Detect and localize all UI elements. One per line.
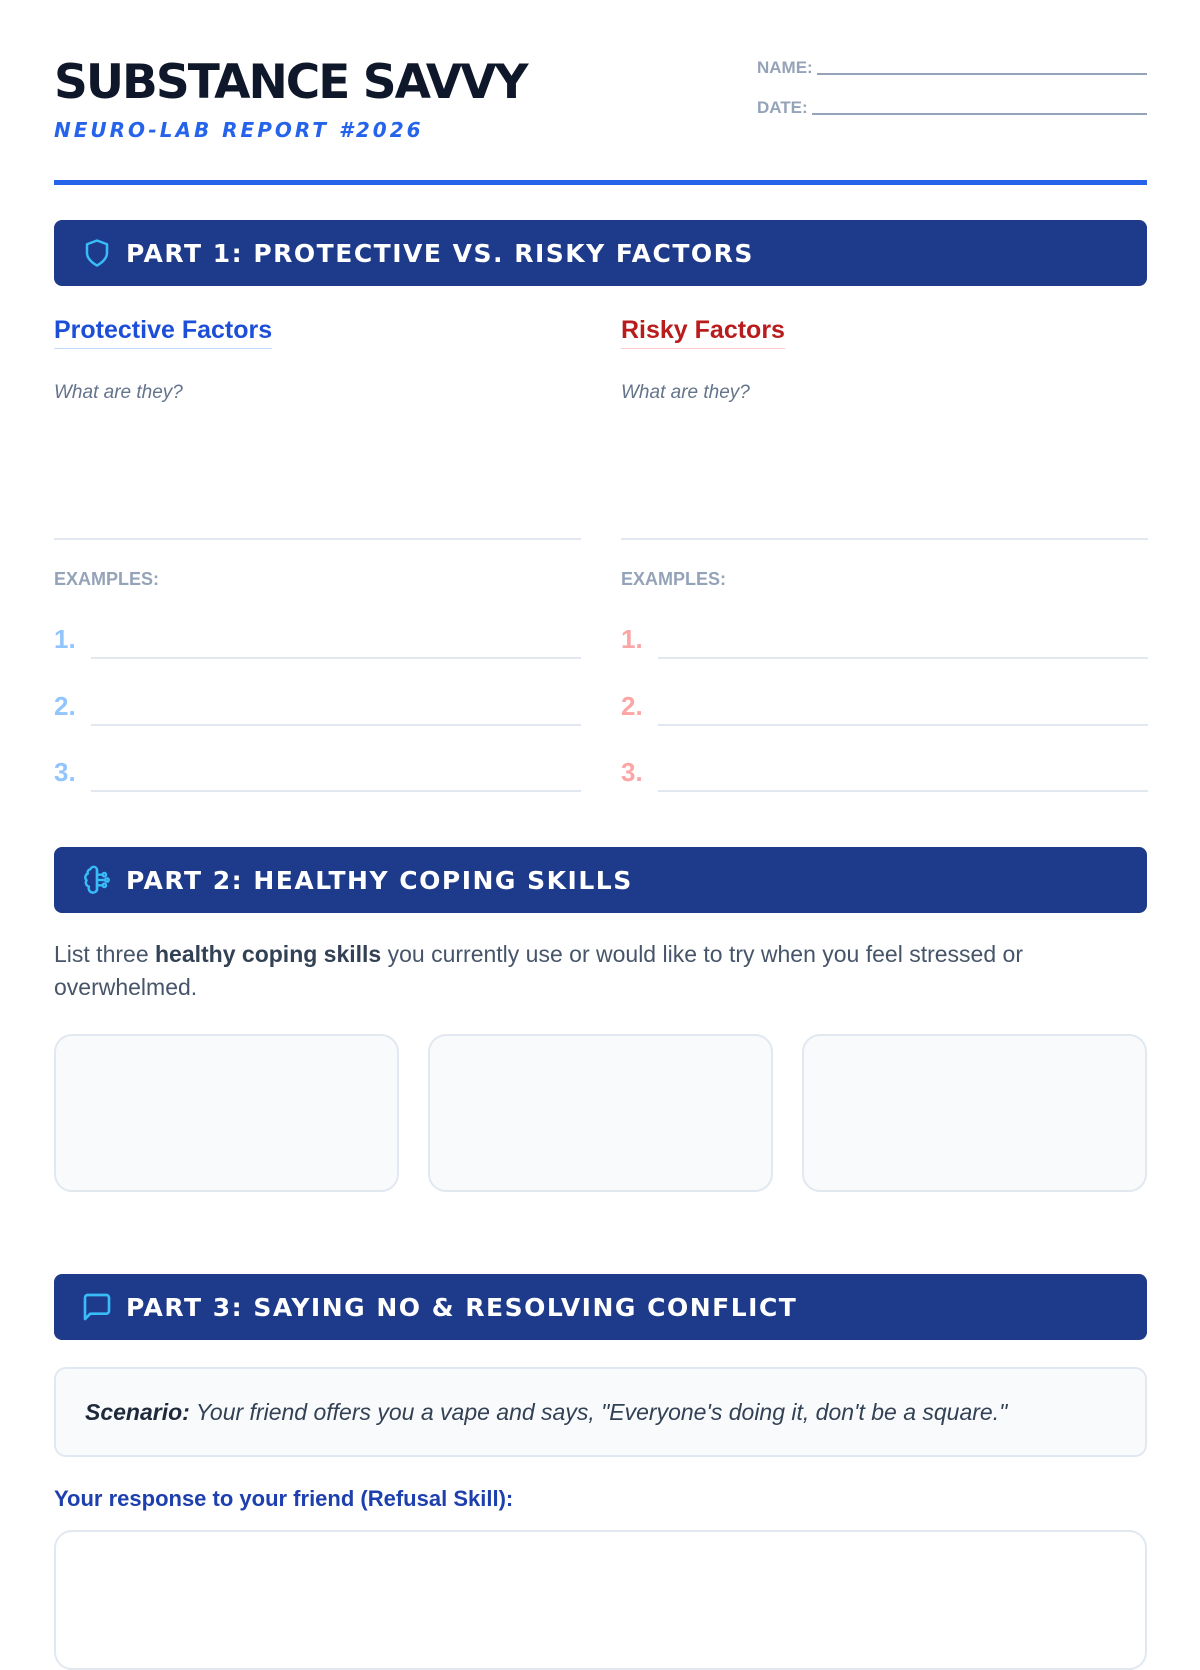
instruction-text: you currently use or would like to try when you feel stressed or overwhelmed. [54, 941, 1023, 1000]
protective-factors-heading: Protective Factors [54, 316, 272, 349]
part3-title: PART 3: SAYING NO & RESOLVING CONFLICT [126, 1292, 798, 1322]
risky-factors-heading: Risky Factors [621, 316, 785, 349]
risky-examples-label: EXAMPLES: [621, 569, 727, 589]
risky-factors-column [621, 316, 1148, 796]
name-field [757, 54, 1147, 78]
risky-factors-prompt: What are they? [621, 382, 750, 403]
example-answer-line[interactable] [658, 724, 1148, 726]
message-icon [80, 1290, 114, 1324]
coping-skill-box-2[interactable] [428, 1034, 773, 1192]
protective-example-row [54, 619, 581, 659]
example-number: 3. [621, 757, 643, 787]
example-number: 1. [621, 624, 643, 654]
example-answer-line[interactable] [658, 790, 1148, 792]
risky-example-row [621, 619, 1148, 659]
risky-factors-answer-area[interactable] [621, 416, 1148, 540]
example-answer-line[interactable] [91, 657, 581, 659]
worksheet-subtitle: NEURO-LAB REPORT #2026 [54, 118, 424, 142]
worksheet-header [54, 54, 1147, 185]
risky-example-row [621, 752, 1148, 792]
instruction-emphasis: healthy coping skills [155, 941, 382, 967]
protective-example-row [54, 686, 581, 726]
scenario-text: Your friend offers you a vape and says, "Everyone's doing it, don't be a square." [195, 1398, 1008, 1425]
name-blank-line[interactable] [817, 73, 1147, 75]
date-field [757, 94, 1147, 118]
example-answer-line[interactable] [91, 790, 581, 792]
example-number: 1. [54, 624, 76, 654]
coping-skill-box-1[interactable] [54, 1034, 399, 1192]
shield-icon [80, 236, 114, 270]
part3-section-header [54, 1274, 1147, 1340]
part2-title: PART 2: HEALTHY COPING SKILLS [126, 865, 633, 895]
response-label: Your response to your friend (Refusal Skill): [54, 1486, 514, 1511]
protective-examples-label: EXAMPLES: [54, 569, 160, 589]
instruction-text: List three [54, 941, 155, 967]
brain-icon [80, 863, 114, 897]
date-label: DATE: [757, 98, 808, 117]
worksheet-title: SUBSTANCE SAVVY [54, 55, 527, 110]
coping-skill-box-3[interactable] [802, 1034, 1147, 1192]
example-answer-line[interactable] [91, 724, 581, 726]
example-number: 3. [54, 757, 76, 787]
scenario-box [54, 1367, 1147, 1457]
risky-example-row [621, 686, 1148, 726]
example-number: 2. [54, 691, 76, 721]
part1-section-header [54, 220, 1147, 286]
part2-section-header [54, 847, 1147, 913]
protective-factors-prompt: What are they? [54, 382, 183, 403]
response-answer-box[interactable] [54, 1530, 1147, 1670]
example-number: 2. [621, 691, 643, 721]
name-label: NAME: [757, 58, 813, 77]
protective-factors-answer-area[interactable] [54, 416, 581, 540]
coping-skills-instruction [54, 938, 1147, 1004]
scenario-label: Scenario: [85, 1398, 190, 1425]
protective-example-row [54, 752, 581, 792]
date-blank-line[interactable] [812, 113, 1147, 115]
example-answer-line[interactable] [658, 657, 1148, 659]
protective-factors-column [54, 316, 581, 796]
part1-title: PART 1: PROTECTIVE VS. RISKY FACTORS [126, 238, 754, 268]
